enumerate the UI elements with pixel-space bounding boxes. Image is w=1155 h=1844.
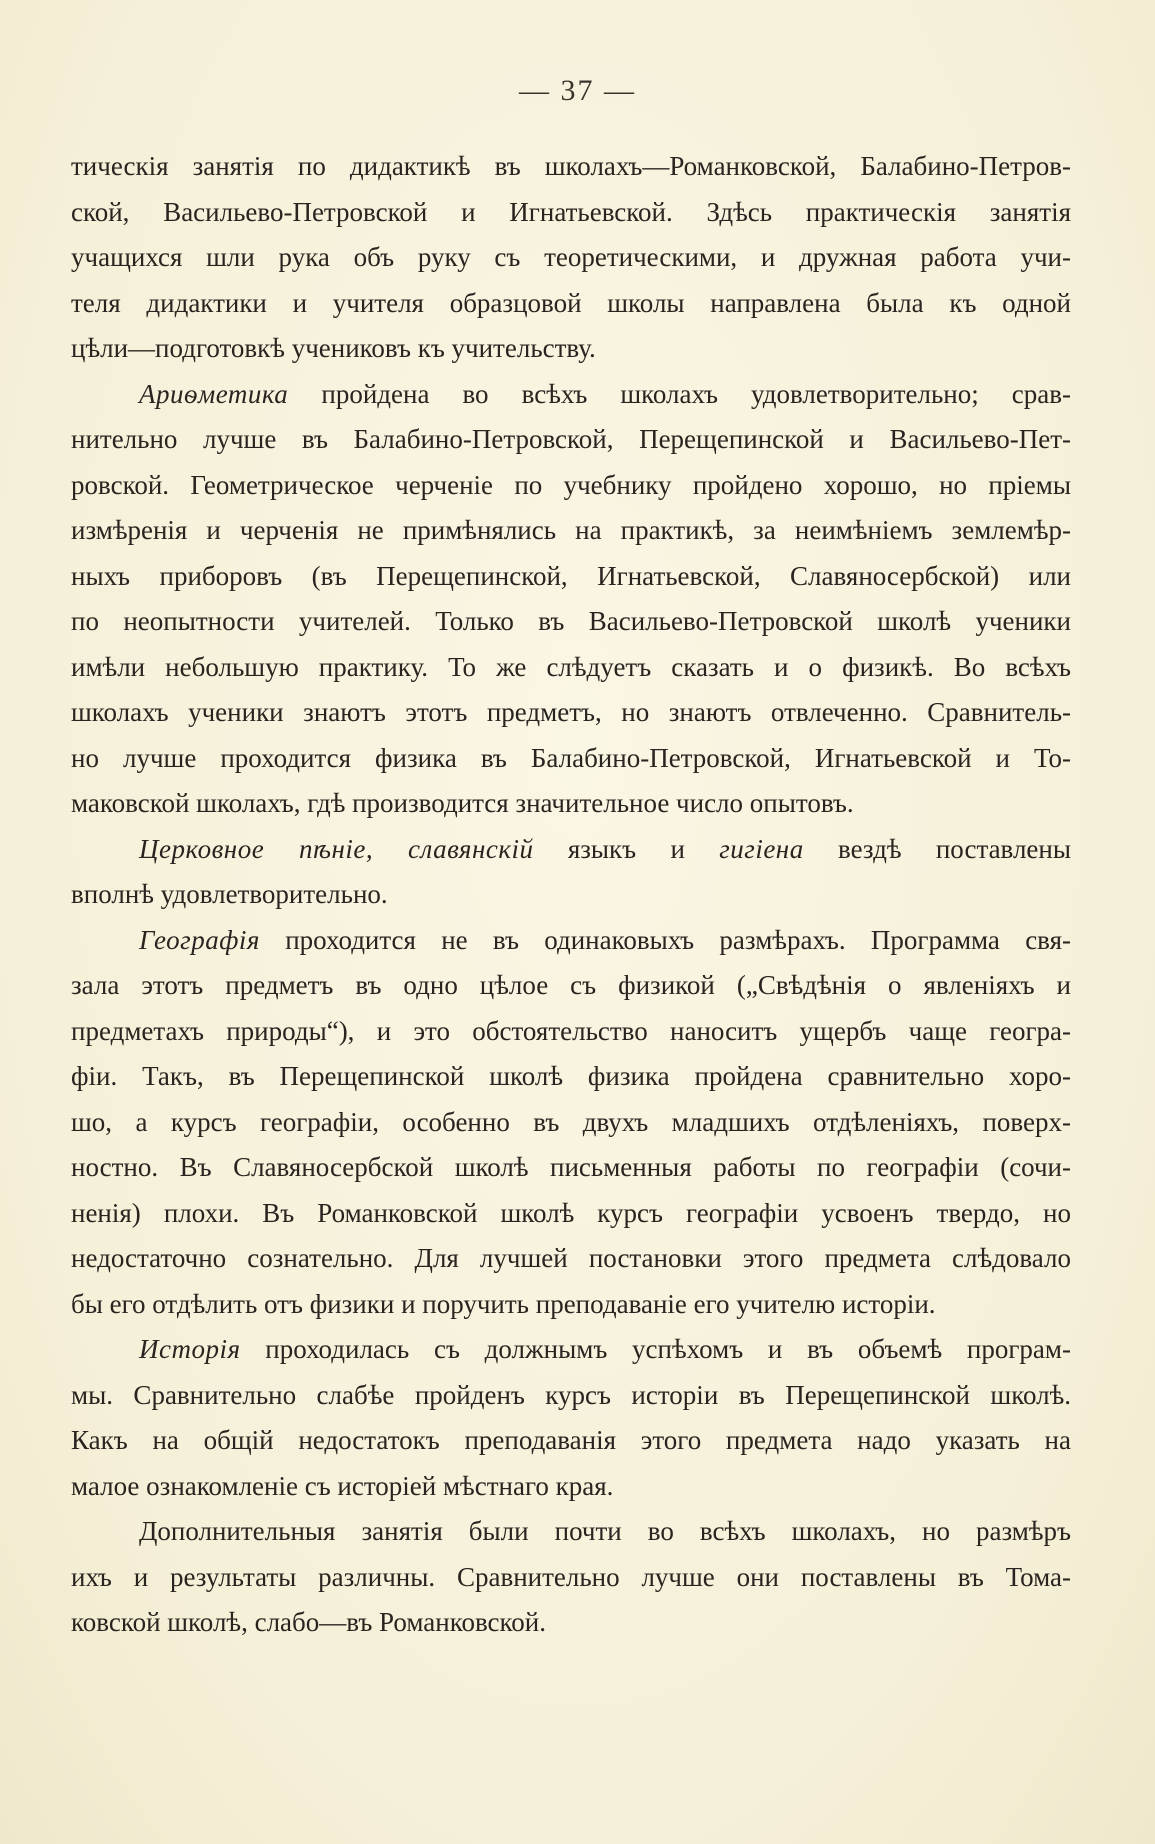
text-run: фіи. Такъ, въ Перещепинской школѣ физика пройдена сравнительно хоро- [71,1061,1071,1091]
italic-term: Географія [139,924,260,955]
text-run: но лучше проходится физика въ Балабино-Петровской, Игнатьевской и То- [71,742,1071,773]
text-line [71,144,1071,190]
text-run: языкъ и [533,833,720,864]
text-line [71,827,1071,873]
text-line [71,963,1071,1009]
text-run: Дополнительныя занятія были почти во всѣхъ школахъ, но размѣръ [139,1516,1071,1546]
text-run: шо, а курсъ географіи, особенно въ двухъ младшихъ отдѣленіяхъ, поверх- [71,1106,1071,1137]
text-run: вездѣ поставлены [803,833,1071,864]
text-run: вполнѣ удовлетворительно. [71,879,388,909]
text-run: ненія) плохи. Въ Романковской школѣ курсъ географіи усвоенъ твердо, но [71,1197,1071,1228]
text-run: проходится не въ одинаковыхъ размѣрахъ. Программа свя- [259,924,1071,955]
text-line [71,463,1071,509]
page-number: — 37 — [519,74,636,107]
text-line [71,1509,1071,1555]
text-line [71,1054,1071,1100]
text-run: пройдена во всѣхъ школахъ удовлетворительно; срав- [288,378,1071,409]
text-line [71,1009,1071,1055]
text-run: ихъ и результаты различны. Сравнительно лучше они поставлены въ Тома- [71,1561,1071,1592]
text-run: мы. Сравнительно слабѣе пройденъ курсъ исторіи въ Перещепинской школѣ. [71,1379,1071,1410]
text-line [71,1191,1071,1237]
text-run: цѣли—подготовкѣ учениковъ къ учительству. [71,333,596,363]
text-run: Какъ на общій недостатокъ преподаванія этого предмета надо указать на [71,1425,1071,1455]
text-run: нительно лучше въ Балабино-Петровской, Перещепинской и Васильево-Пет- [71,424,1071,454]
text-run: измѣренія и черченія не примѣнялись на практикѣ, за неимѣніемъ землемѣр- [71,515,1071,545]
text-line [71,1145,1071,1191]
text-line [71,872,1071,918]
text-line [71,326,1071,372]
text-line [71,1418,1071,1464]
text-line [71,918,1071,964]
text-run: маковской школахъ, гдѣ производится значительное число опытовъ. [71,788,854,818]
text-line [71,781,1071,827]
text-run: ской, Васильево-Петровской и Игнатьевской. Здѣсь практическія занятія [71,196,1071,227]
text-run: ностно. Въ Славяносербской школѣ письменныя работы по географіи (сочи- [71,1152,1071,1182]
text-line [71,1100,1071,1146]
text-run: ныхъ приборовъ (въ Перещепинской, Игнатьевской, Славяносербской) или [71,560,1071,591]
text-line [71,508,1071,554]
text-run: предметахъ природы“), и это обстоятельство наноситъ ущербъ чаще геогра- [71,1015,1071,1046]
text-line [71,599,1071,645]
text-run: учащихся шли рука объ руку съ теоретическими, и дружная работа учи- [71,242,1071,272]
text-line [71,1555,1071,1601]
text-run: малое ознакомленіе съ исторіей мѣстнаго края. [71,1470,614,1501]
text-line [71,1464,1071,1510]
text-run: недостаточно сознательно. Для лучшей постановки этого предмета слѣдовало [71,1243,1071,1273]
text-run: ковской школѣ, слабо—въ Романковской. [71,1607,546,1637]
text-line [71,235,1071,281]
text-line [71,690,1071,736]
text-line [71,1327,1071,1373]
text-line [71,372,1071,418]
text-line [71,645,1071,691]
italic-term: гигіена [719,833,804,864]
text-run: по неопытности учителей. Только въ Васильево-Петровской школѣ ученики [71,606,1071,636]
text-line [71,1236,1071,1282]
text-line [71,554,1071,600]
text-run: зала этотъ предметъ въ одно цѣлое съ физикой („Свѣдѣнія о явленіяхъ и [71,970,1071,1000]
text-line [71,417,1071,463]
text-run: бы его отдѣлить отъ физики и поручить преподаваніе его учителю исторіи. [71,1288,936,1319]
text-run: ровской. Геометрическое черченіе по учебнику пройдено хорошо, но пріемы [71,469,1071,500]
italic-term: Исторія [139,1334,241,1364]
text-run: проходилась съ должнымъ успѣхомъ и въ объемѣ програм- [240,1334,1071,1364]
text-run: теля дидактики и учителя образцовой школы направлена была къ одной [71,287,1071,318]
text-run: имѣли небольшую практику. То же слѣдуетъ сказать и о физикѣ. Во всѣхъ [71,651,1071,682]
italic-term: Ариѳметика [139,378,289,409]
italic-term: Церковное пѣніе, славянскій [139,833,534,864]
text-run: школахъ ученики знаютъ этотъ предметъ, но знаютъ отвлеченно. Сравнитель- [71,697,1071,727]
text-line [71,1373,1071,1419]
text-line [71,1282,1071,1328]
text-run: тическія занятія по дидактикѣ въ школахъ—Романковской, Балабино-Петров- [71,151,1071,181]
text-line [71,736,1071,782]
text-line [71,190,1071,236]
text-line [71,1600,1071,1646]
text-line [71,281,1071,327]
body-text [71,144,1071,1646]
